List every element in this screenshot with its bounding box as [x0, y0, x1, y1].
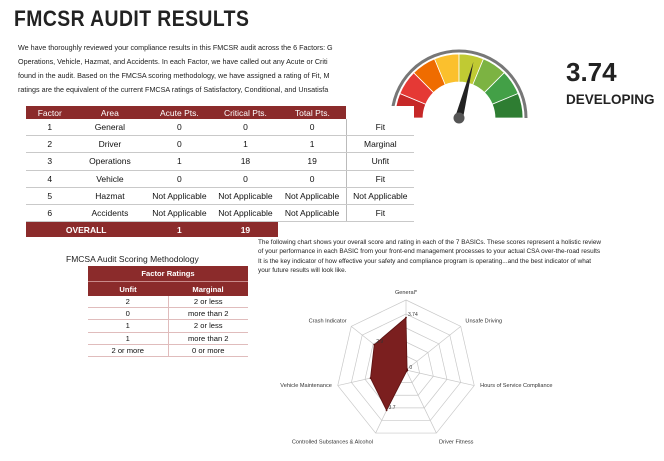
table-row — [26, 170, 414, 187]
critical-cell: 18 — [212, 153, 278, 170]
area-cell: Accidents — [73, 204, 146, 221]
radar-series-area — [371, 318, 408, 411]
table-header-row — [26, 106, 414, 119]
rating-cell: Fit — [346, 170, 414, 187]
methodology-title: FMCSA Audit Scoring Methodology — [66, 254, 199, 264]
area-cell: General — [73, 119, 146, 136]
critical-cell: Not Applicable — [212, 204, 278, 221]
methodology-table — [88, 266, 248, 357]
critical-cell: 0 — [212, 119, 278, 136]
overall-score-rating: DEVELOPING — [566, 92, 655, 107]
radar-point — [386, 409, 388, 411]
critical-cell: 1 — [212, 136, 278, 153]
critical-cell: 0 — [212, 170, 278, 187]
table-row — [88, 332, 248, 344]
table-row — [88, 344, 248, 356]
unfit-cell: 2 — [88, 296, 168, 308]
marginal-cell: more than 2 — [168, 332, 248, 344]
radar-point-label: 2.9 — [376, 339, 384, 346]
acute-cell: Not Applicable — [146, 204, 212, 221]
rating-cell: Fit — [346, 204, 414, 221]
table-row — [26, 153, 414, 170]
factor-cell: 4 — [26, 170, 73, 187]
basics-radar-chart — [280, 282, 580, 458]
factor-cell: 1 — [26, 119, 73, 136]
total-cell: 19 — [278, 153, 346, 170]
chart-description — [258, 238, 656, 276]
gauge-hub — [454, 113, 465, 124]
rating-cell: Marginal — [346, 136, 414, 153]
radar-point — [373, 344, 375, 346]
total-cell: 0 — [278, 119, 346, 136]
page-title: FMCSR AUDIT RESULTS — [14, 6, 250, 31]
col-header-marginal: Marginal — [168, 282, 248, 297]
rating-cell: Not Applicable — [346, 187, 414, 204]
radar-axis-label: General* — [394, 290, 418, 296]
area-cell: Vehicle — [73, 170, 146, 187]
radar-point — [370, 377, 372, 379]
col-header-unfit: Unfit — [88, 282, 168, 297]
marginal-cell: more than 2 — [168, 308, 248, 320]
marginal-cell: 2 or less — [168, 296, 248, 308]
area-cell: Driver — [73, 136, 146, 153]
radar-axis-label: Crash Indicator — [308, 318, 347, 325]
intro-paragraph — [18, 41, 332, 97]
col-header-critical: Critical Pts. — [212, 106, 278, 119]
unfit-cell: 2 or more — [88, 344, 168, 356]
factor-cell: 6 — [26, 204, 73, 221]
acute-cell: 0 — [146, 170, 212, 187]
marginal-cell: 2 or less — [168, 320, 248, 332]
factor-cell: 5 — [26, 187, 73, 204]
table-row — [26, 136, 414, 153]
radar-axis — [406, 370, 436, 433]
total-cell: Not Applicable — [278, 204, 346, 221]
table-row — [26, 187, 414, 204]
unfit-cell: 1 — [88, 332, 168, 344]
intro-line: ratings are the equivalent of the current FMCSA ratings of Satisfactory, Conditional, and Unsatisfa — [18, 85, 329, 94]
area-cell: Operations — [73, 153, 146, 170]
acute-cell: 1 — [146, 153, 212, 170]
unfit-cell: 0 — [88, 308, 168, 320]
radar-point-label: 0 — [409, 364, 413, 371]
col-header-acute: Acute Pts. — [146, 106, 212, 119]
overall-blank — [278, 222, 414, 238]
unfit-cell: 1 — [88, 320, 168, 332]
table-row — [88, 308, 248, 320]
overall-acute: 1 — [146, 222, 212, 238]
overall-label: OVERALL — [26, 222, 146, 238]
radar-axis-label: Controlled Substances & Alcohol — [291, 439, 374, 446]
rating-cell: Unfit — [346, 153, 414, 170]
table-row — [88, 320, 248, 332]
col-header-total: Total Pts. — [278, 106, 346, 119]
radar-axis-label: Unsafe Driving — [465, 318, 503, 325]
factor-ratings-header: Factor Ratings — [88, 266, 248, 282]
radar-point — [405, 317, 407, 319]
radar-point-label: 3.74 — [408, 312, 418, 319]
col-header-factor: Factor — [26, 106, 73, 119]
total-cell: 1 — [278, 136, 346, 153]
overall-critical: 19 — [212, 222, 278, 238]
col-header-rating — [346, 106, 414, 119]
radar-axis-label: Vehicle Maintenance — [280, 382, 332, 389]
acute-cell: Not Applicable — [146, 187, 212, 204]
table-row — [26, 204, 414, 221]
factor-cell: 3 — [26, 153, 73, 170]
critical-cell: Not Applicable — [212, 187, 278, 204]
marginal-cell: 0 or more — [168, 344, 248, 356]
area-cell: Hazmat — [73, 187, 146, 204]
overall-row — [26, 222, 414, 238]
factor-results-table — [26, 106, 414, 237]
chart-desc-line: The following chart shows your overall score and rating in each of the 7 BASICs. These scores represent a holistic review — [258, 239, 602, 246]
rating-cell: Fit — [346, 119, 414, 136]
chart-desc-line: It is the key indicator of how effective your safety and compliance program is operating...and the best indicator of what — [258, 257, 592, 265]
intro-line: We have thoroughly reviewed your compliance results in this FMCSR audit across the 6 Factors: G — [18, 43, 333, 52]
total-cell: Not Applicable — [278, 187, 346, 204]
factor-cell: 2 — [26, 136, 73, 153]
radar-point — [406, 370, 408, 372]
overall-score-value: 3.74 — [566, 57, 617, 87]
col-header-area: Area — [73, 106, 146, 119]
acute-cell: 0 — [146, 119, 212, 136]
radar-axis-label: Hours of Service Compliance — [480, 382, 553, 389]
intro-line: Operations, Vehicle, Hazmat, and Accidents. In each Factor, we have called out any Acute or Criti — [18, 57, 328, 66]
chart-desc-line: of your performance in each BASIC from your front-end management processes to your actual CSA over-the-road results — [258, 248, 601, 256]
radar-axis-label: Driver Fitness — [438, 439, 474, 446]
table-row — [88, 296, 248, 308]
table-row — [26, 119, 414, 136]
acute-cell: 0 — [146, 136, 212, 153]
intro-line: found in the audit. Based on the FMCSA scoring methodology, we have assigned a rating of Fit, M — [18, 71, 330, 80]
chart-desc-line: your future results will look like. — [258, 267, 347, 275]
radar-point-label: 3.7 — [388, 404, 396, 411]
total-cell: 0 — [278, 170, 346, 187]
